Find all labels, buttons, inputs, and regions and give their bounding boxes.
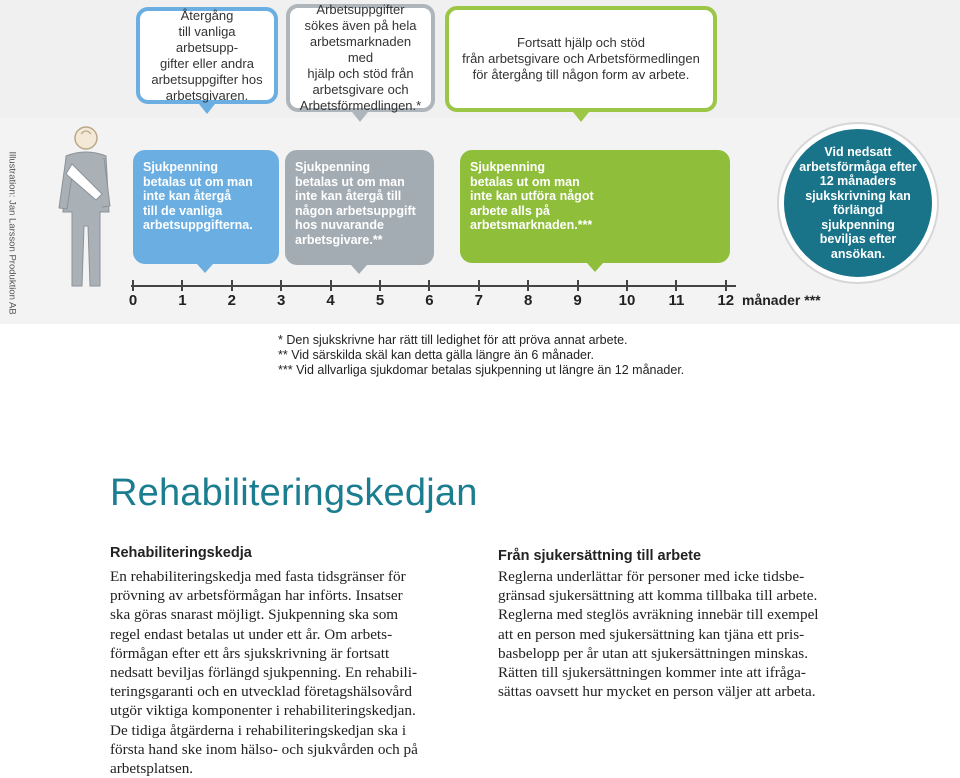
timeline-tick-label: 11 (668, 292, 685, 309)
timeline-tick-label: 5 (375, 292, 385, 309)
top-box-text: Återgång till vanliga arbetsupp- gifter eller andra arbetsuppgifter hos arbetsgivaren. (151, 7, 263, 103)
top-box-whole-labour-market (286, 4, 435, 112)
timeline-tick (428, 280, 430, 291)
timeline-tick-label: 10 (618, 292, 636, 309)
person-with-sling-icon (52, 124, 120, 290)
top-box-pointer (573, 112, 589, 122)
timeline-tick (478, 280, 480, 291)
stage-pointer (587, 263, 603, 272)
top-box-pointer (352, 112, 368, 122)
timeline-tick-label: 3 (277, 292, 286, 309)
timeline-tick-label: 2 (227, 292, 236, 309)
timeline-tick (231, 280, 233, 291)
stage-labour-market (460, 150, 730, 263)
top-box-text: Fortsatt hjälp och stöd från arbetsgivare och Arbetsförmedlingen för återgång till någon form av arbete. (462, 35, 700, 82)
timeline-tick (181, 280, 183, 291)
stage-text: Sjukpenning betalas ut om man inte kan återgå till de vanliga arbetsuppgifterna. (143, 160, 253, 232)
timeline-tick-label: 7 (474, 292, 483, 309)
timeline-tick-label: 12 (717, 292, 735, 309)
timeline-tick (725, 280, 727, 291)
footnote: * Den sjukskrivne har rätt till ledighet för att pröva annat arbete. (278, 333, 628, 347)
timeline-tick (280, 280, 282, 291)
footnote: ** Vid särskilda skäl kan detta gälla längre än 6 månader. (278, 348, 594, 362)
timeline-tick-label: 0 (128, 292, 138, 309)
right-column-heading: Från sjukersättning till arbete (498, 548, 702, 564)
timeline-tick-label: 6 (425, 292, 434, 309)
timeline-tick (577, 280, 579, 291)
top-box-pointer (199, 104, 215, 114)
extended-sickness-circle (779, 124, 937, 282)
left-column-heading: Rehabiliteringskedja (110, 545, 252, 561)
timeline-tick-label: 1 (178, 292, 187, 309)
timeline-tick-label: 9 (573, 292, 582, 309)
stage-pointer (351, 265, 367, 274)
timeline-tick (626, 280, 628, 291)
timeline-tick-label: 4 (326, 292, 335, 309)
illustration-credit: Illustration: Jan Larsson Produktion AB (6, 151, 18, 315)
timeline-tick-label: 8 (524, 292, 533, 309)
months-label: månader *** (742, 292, 821, 308)
timeline-tick (675, 280, 677, 291)
timeline-tick (527, 280, 529, 291)
timeline-tick (132, 280, 134, 291)
timeline-axis (131, 285, 736, 287)
stage-text: Sjukpenning betalas ut om man inte kan återgå till någon arbetsuppgift hos nuvarande arbetsgivare.** (295, 160, 416, 247)
right-column-body: Reglerna underlättar för personer med icke tidsbe- gränsad sjukersättning att komma tillbaka till arbete. Reglerna med steglös avräkning innebär till exempel att en person med sjukersättning kan tjäna ett pris- basbelopp per år utan att sjukersättningen minskas. Rätten till sjukersättningen kommer inte att ifråga- sättas oavsett hur mycket en person väljer att arbeta. (498, 568, 819, 701)
top-box-return-to-usual-tasks (136, 7, 278, 104)
stage-pointer (197, 264, 213, 273)
top-box-text: Arbetsuppgifter sökes även på hela arbetsmarknaden med hjälp och stöd från arbetsgivare och Arbetsförmedlingen.* (299, 2, 422, 113)
stage-text: Sjukpenning betalas ut om man inte kan utföra något arbete alls på arbetsmarknaden.*** (470, 160, 594, 232)
stage-usual-tasks (133, 150, 279, 264)
timeline-tick (330, 280, 332, 291)
left-column-body: En rehabiliteringskedja med fasta tidsgränser för prövning av arbetsförmågan har införts. Insatser ska göras snarast möjligt. Sjukpenning ska som regel endast betalas ut under ett år. Om arbets- förmågan efter ett års sjukskrivning är fortsatt nedsatt beviljas förlängd sjukpenning. En rehabili- teringsgaranti och en utvecklad företagshälsovård utgör viktiga komponenter i rehabiliteringskedjan. De tidiga åtgärderna i rehabiliteringskedjan ska i första hand ske inom hälso- och sjukvården och på arbetsplatsen. (110, 568, 418, 778)
timeline-tick (379, 280, 381, 291)
footnotes (278, 333, 684, 378)
stage-current-employer (285, 150, 434, 265)
page-title: Rehabiliteringskedjan (110, 472, 478, 514)
footnote: *** Vid allvarliga sjukdomar betalas sjukpenning ut längre än 12 månader. (278, 363, 685, 377)
circle-text: Vid nedsatt arbetsförmåga efter 12 månaders sjukskrivning kan förlängd sjukpenning beviljas efter ansökan. (799, 145, 917, 261)
top-box-continued-support (445, 6, 717, 112)
